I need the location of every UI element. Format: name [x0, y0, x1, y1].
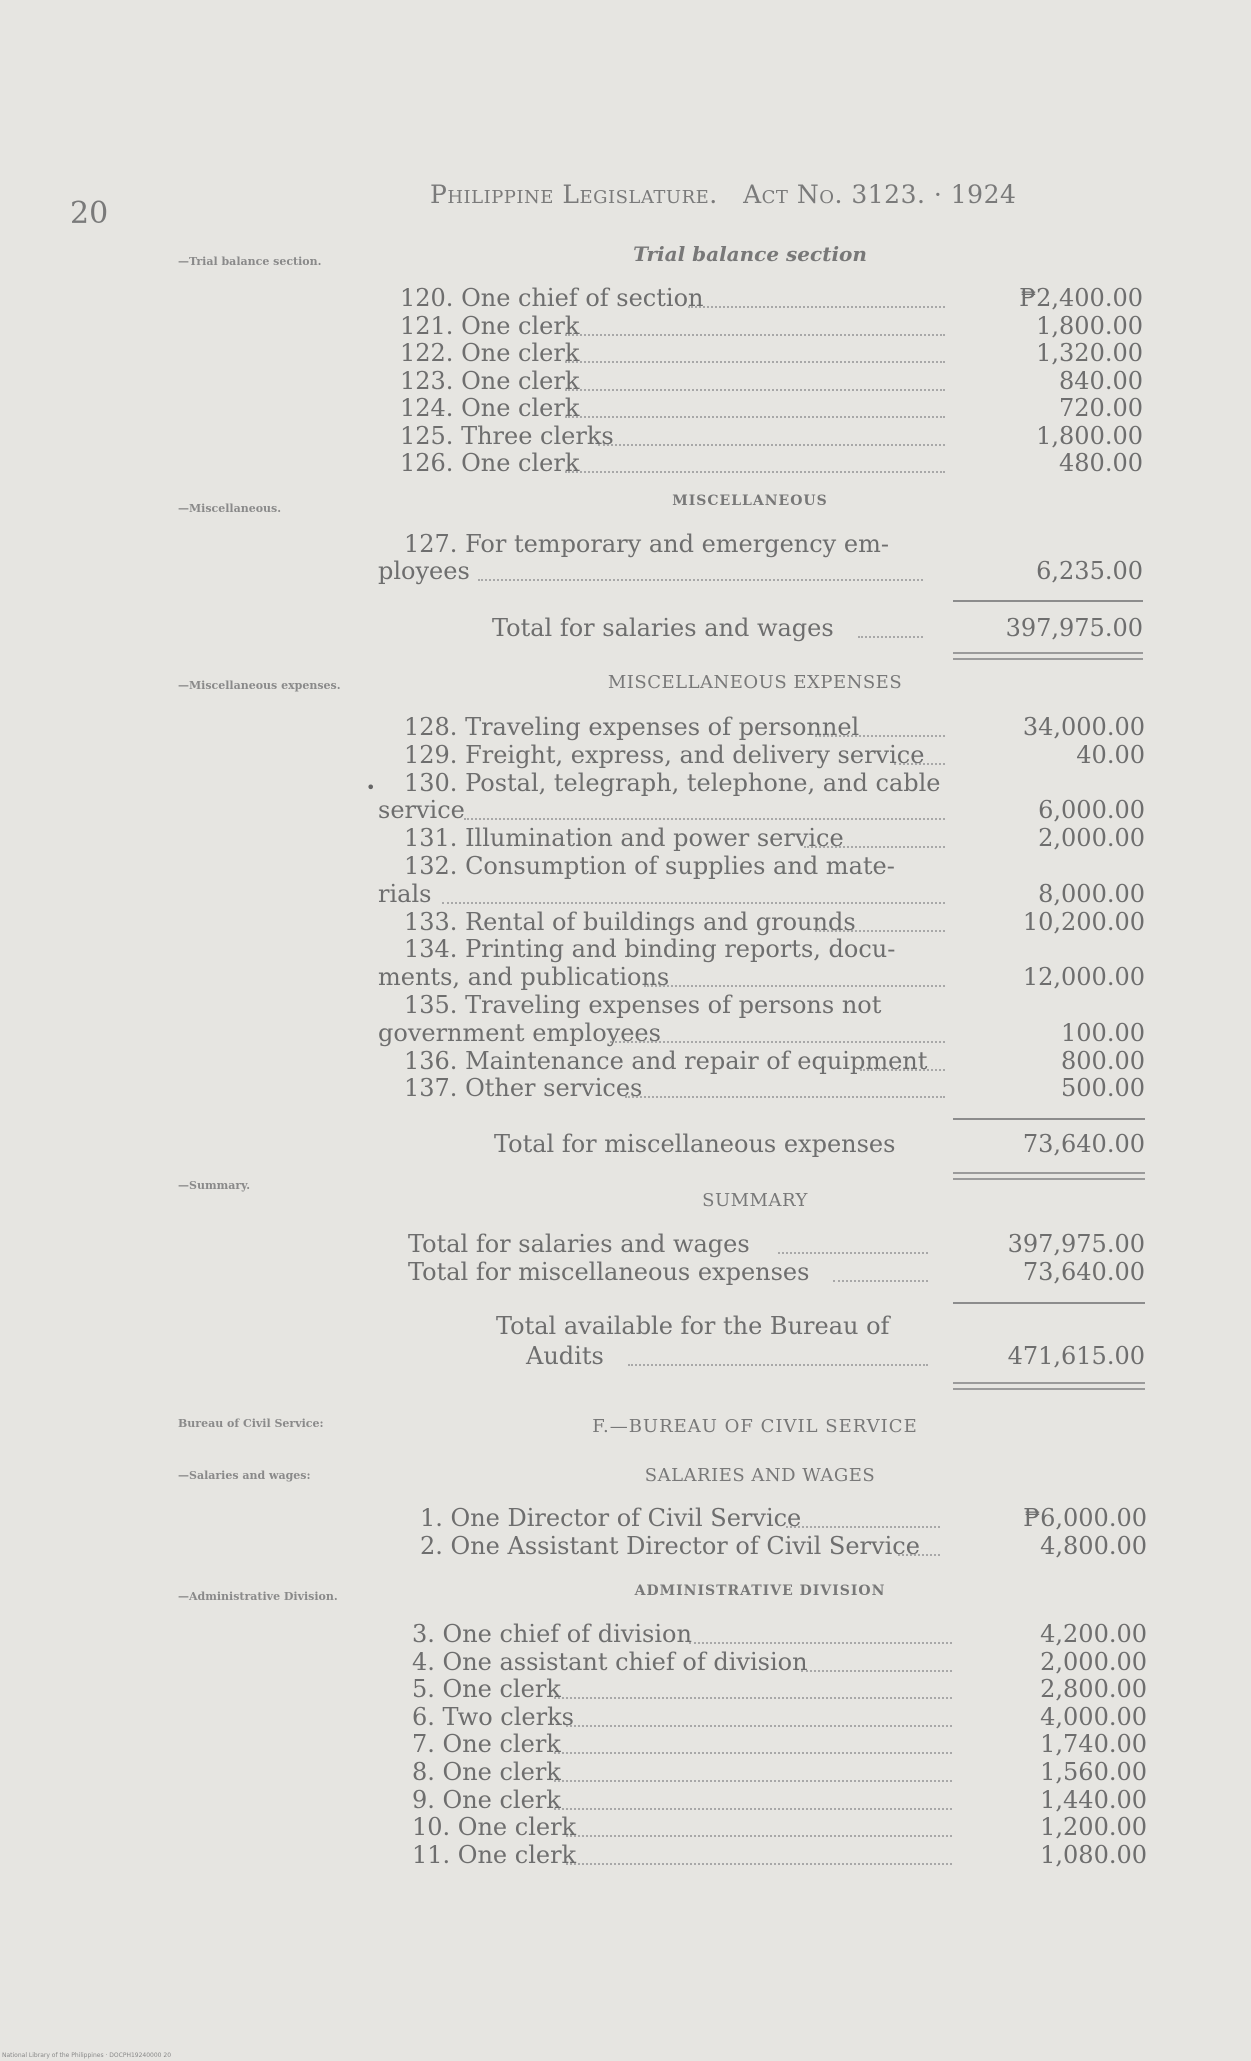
- line-item: [378, 908, 1145, 936]
- line-item-label: 134. Printing and binding reports, docu-: [404, 935, 896, 964]
- margin-note-miscellaneous: —Miscellaneous.: [178, 502, 282, 515]
- misc-item-127-text: 127. For temporary and emergency em-: [404, 530, 889, 558]
- running-header: Philippine Legislature. Act No. 3123. · 1924: [430, 180, 1017, 209]
- line-item: [400, 339, 1143, 367]
- line-item-amount: 840.00: [1059, 366, 1143, 395]
- leader-dots: [894, 763, 945, 765]
- section-heading-bureau-civil-service: F.—BUREAU OF CIVIL SERVICE: [592, 1416, 918, 1437]
- line-item-amount: ₱6,000.00: [1023, 1504, 1147, 1532]
- total-salaries-wages-row: [378, 614, 1143, 642]
- section-heading-salaries-wages: SALARIES AND WAGES: [644, 1465, 876, 1486]
- line-item-label: 123. One clerk: [400, 366, 580, 395]
- leader-dots: [478, 579, 923, 581]
- line-item-amount: 800.00: [1061, 1046, 1145, 1075]
- line-item-amount: 100.00: [1061, 1018, 1145, 1047]
- line-item: [378, 796, 1145, 824]
- total-available-line2: [378, 1342, 1145, 1370]
- line-item: [412, 1730, 1147, 1758]
- leader-dots: [565, 416, 945, 418]
- total-rule: [953, 1118, 1145, 1120]
- line-item-label: 137. Other services: [404, 1074, 643, 1103]
- line-item-amount: 1,800.00: [1036, 311, 1143, 340]
- line-item-label: 1. One Director of Civil Service: [420, 1504, 802, 1532]
- leader-dots: [804, 846, 945, 848]
- line-item-label: 8. One clerk: [412, 1758, 561, 1786]
- margin-note-admin-division: —Administrative Division.: [178, 1590, 338, 1603]
- leader-dots: [858, 636, 923, 638]
- line-item: [400, 422, 1143, 450]
- leader-dots: [442, 902, 945, 904]
- leader-dots: [815, 735, 945, 737]
- line-item-label: 122. One clerk: [400, 339, 580, 367]
- margin-note-salaries-wages: —Salaries and wages:: [178, 1469, 311, 1482]
- total-rule: [953, 600, 1143, 602]
- page-number: 20: [70, 196, 109, 231]
- line-item-amount: 4,200.00: [1040, 1620, 1147, 1648]
- line-item-amount: 6,000.00: [1038, 796, 1145, 825]
- line-item-amount: 720.00: [1059, 394, 1143, 422]
- summary-misc-amount: 73,640.00: [1022, 1258, 1145, 1286]
- line-item-label: 136. Maintenance and repair of equipment: [404, 1046, 928, 1075]
- line-item-label: 128. Traveling expenses of personnel: [404, 713, 860, 741]
- leader-dots: [565, 334, 945, 336]
- line-item: [378, 1047, 1145, 1075]
- line-item: [412, 1620, 1147, 1648]
- line-item: [412, 1648, 1147, 1676]
- leader-dots: [566, 1863, 952, 1865]
- line-item: [420, 1532, 1147, 1560]
- line-item-amount: 1,800.00: [1036, 421, 1143, 450]
- misc-item-127-text-cont: ployees: [378, 557, 470, 585]
- margin-note-bureau-civil-service: Bureau of Civil Service:: [178, 1417, 324, 1430]
- line-item-label: 6. Two clerks: [412, 1702, 574, 1731]
- line-item-label: 130. Postal, telegraph, telephone, and cable: [404, 768, 941, 797]
- section-heading-trial-balance: Trial balance section: [633, 242, 867, 266]
- section-heading-miscellaneous: MISCELLANEOUS: [672, 493, 828, 509]
- line-item-amount: 2,800.00: [1040, 1675, 1147, 1704]
- line-item-amount: 4,000.00: [1040, 1702, 1147, 1731]
- line-item: [378, 852, 1145, 880]
- line-item-amount: 8,000.00: [1038, 879, 1145, 908]
- leader-dots: [565, 389, 945, 391]
- total-available-label: Total available for the Bureau of: [496, 1312, 890, 1340]
- double-rule: [953, 1382, 1145, 1390]
- total-available-label-cont: Audits: [526, 1342, 604, 1370]
- misc-item-127-line1: [378, 530, 943, 558]
- line-item-amount: 1,440.00: [1040, 1785, 1147, 1814]
- margin-note-summary: —Summary.: [178, 1179, 251, 1192]
- line-item: [378, 991, 1145, 1019]
- double-rule: [953, 652, 1143, 660]
- leader-dots: [554, 1808, 952, 1810]
- leader-dots: [598, 444, 945, 446]
- line-item: [412, 1758, 1147, 1786]
- line-item-label: 133. Rental of buildings and grounds: [404, 907, 856, 936]
- line-item: [412, 1786, 1147, 1814]
- total-salaries-wages-label: Total for salaries and wages: [492, 614, 834, 642]
- line-item: [378, 1074, 1145, 1102]
- line-item: [378, 713, 1145, 741]
- asterisk-mark: •: [366, 778, 376, 797]
- misc-item-127-amount: 6,235.00: [1036, 557, 1143, 585]
- line-item-amount: 500.00: [1061, 1074, 1145, 1103]
- line-item-amount: 12,000.00: [1022, 963, 1145, 992]
- leader-dots: [554, 1752, 952, 1754]
- line-item-amount: 480.00: [1059, 449, 1143, 477]
- total-rule: [953, 1302, 1145, 1304]
- leader-dots: [554, 1780, 952, 1782]
- total-misc-expenses-label: Total for miscellaneous expenses: [494, 1130, 896, 1158]
- line-item-label: 2. One Assistant Director of Civil Service: [420, 1532, 920, 1560]
- line-item-label: 121. One clerk: [400, 311, 580, 340]
- leader-dots: [628, 1364, 928, 1366]
- line-item-label: 132. Consumption of supplies and mate-: [404, 852, 895, 880]
- line-item: [400, 394, 1143, 422]
- total-misc-expenses-amount: 73,640.00: [1022, 1130, 1145, 1158]
- leader-dots: [565, 361, 945, 363]
- line-item: [378, 769, 1145, 797]
- leader-dots: [860, 1069, 945, 1071]
- summary-misc-label: Total for miscellaneous expenses: [408, 1258, 810, 1286]
- leader-dots: [625, 1096, 945, 1098]
- line-item-label: 126. One clerk: [400, 449, 580, 477]
- leader-dots: [566, 1835, 952, 1837]
- summary-salaries-amount: 397,975.00: [1007, 1230, 1145, 1258]
- line-item-amount: 1,320.00: [1036, 339, 1143, 367]
- header-title: Philippine Legislature.: [430, 180, 718, 209]
- line-item: [412, 1703, 1147, 1731]
- double-rule: [953, 1172, 1145, 1180]
- leader-dots: [898, 1554, 940, 1556]
- line-item: [378, 741, 1145, 769]
- line-item-amount: 2,000.00: [1038, 824, 1145, 853]
- total-available-amount: 471,615.00: [1007, 1342, 1145, 1370]
- line-item-label: 5. One clerk: [412, 1675, 561, 1704]
- header-year: 1924: [950, 180, 1017, 209]
- line-item-label: 7. One clerk: [412, 1730, 561, 1759]
- leader-dots: [786, 1526, 940, 1528]
- line-item: [400, 312, 1143, 340]
- line-item-label: 9. One clerk: [412, 1785, 561, 1814]
- line-item-label: ments, and publications: [378, 963, 670, 992]
- total-misc-expenses-row: [378, 1130, 1145, 1158]
- leader-dots: [833, 1280, 928, 1282]
- line-item-label: 3. One chief of division: [412, 1620, 692, 1648]
- line-item: [378, 935, 1145, 963]
- line-item-label: 131. Illumination and power service: [404, 824, 844, 853]
- leader-dots: [688, 306, 945, 308]
- line-item-label: 129. Freight, express, and delivery service: [404, 740, 925, 769]
- line-item: [400, 367, 1143, 395]
- leader-dots: [689, 1642, 952, 1644]
- line-item-amount: ₱2,400.00: [1019, 284, 1143, 312]
- leader-dots: [566, 1725, 952, 1727]
- leader-dots: [565, 471, 945, 473]
- line-item-amount: 1,080.00: [1040, 1840, 1147, 1869]
- margin-note-trial-balance: —Trial balance section.: [178, 255, 322, 268]
- leader-dots: [464, 818, 945, 820]
- line-item-amount: 1,740.00: [1040, 1730, 1147, 1759]
- line-item-label: 10. One clerk: [412, 1813, 577, 1842]
- margin-note-misc-expenses: —Miscellaneous expenses.: [178, 679, 341, 692]
- leader-dots: [815, 930, 945, 932]
- leader-dots: [610, 1041, 945, 1043]
- line-item: [378, 963, 1145, 991]
- line-item: [378, 1019, 1145, 1047]
- line-item: [378, 880, 1145, 908]
- section-heading-admin-division: ADMINISTRATIVE DIVISION: [634, 1583, 886, 1599]
- page-footer: National Library of the Philippines · DOCPH19240000 20: [2, 2052, 172, 2059]
- line-item: [412, 1813, 1147, 1841]
- line-item: [400, 284, 1143, 312]
- line-item: [378, 824, 1145, 852]
- line-item-amount: 1,560.00: [1040, 1758, 1147, 1786]
- line-item-amount: 34,000.00: [1022, 713, 1145, 741]
- leader-dots: [644, 985, 945, 987]
- line-item-label: 135. Traveling expenses of persons not: [404, 991, 882, 1019]
- line-item-label: government employees: [378, 1018, 661, 1047]
- line-item-amount: 4,800.00: [1040, 1532, 1147, 1560]
- leader-dots: [778, 1252, 928, 1254]
- summary-salaries-label: Total for salaries and wages: [408, 1230, 750, 1258]
- total-available-line1: [378, 1312, 1145, 1340]
- misc-item-127-line2: [378, 557, 1143, 585]
- summary-misc-row: [378, 1258, 1145, 1286]
- line-item: [420, 1504, 1147, 1532]
- line-item-label: 125. Three clerks: [400, 421, 614, 450]
- line-item-amount: 10,200.00: [1022, 907, 1145, 936]
- leader-dots: [801, 1670, 952, 1672]
- leader-dots: [554, 1697, 952, 1699]
- line-item-amount: 2,000.00: [1040, 1647, 1147, 1676]
- line-item-label: 4. One assistant chief of division: [412, 1647, 808, 1676]
- line-item-label: service: [378, 796, 465, 825]
- line-item-label: 11. One clerk: [412, 1840, 577, 1869]
- total-salaries-wages-amount: 397,975.00: [1005, 614, 1143, 642]
- header-act: Act No. 3123.: [743, 180, 926, 209]
- line-item: [412, 1841, 1147, 1869]
- section-heading-misc-expenses: MISCELLANEOUS EXPENSES: [607, 672, 903, 693]
- line-item: [400, 449, 1143, 477]
- line-item-label: rials: [378, 879, 432, 908]
- line-item-amount: 1,200.00: [1040, 1813, 1147, 1842]
- section-heading-summary: SUMMARY: [702, 1190, 808, 1211]
- line-item-label: 120. One chief of section: [400, 284, 704, 312]
- line-item-amount: 40.00: [1076, 740, 1145, 769]
- summary-salaries-row: [378, 1230, 1145, 1258]
- line-item-label: 124. One clerk: [400, 394, 580, 422]
- line-item: [412, 1675, 1147, 1703]
